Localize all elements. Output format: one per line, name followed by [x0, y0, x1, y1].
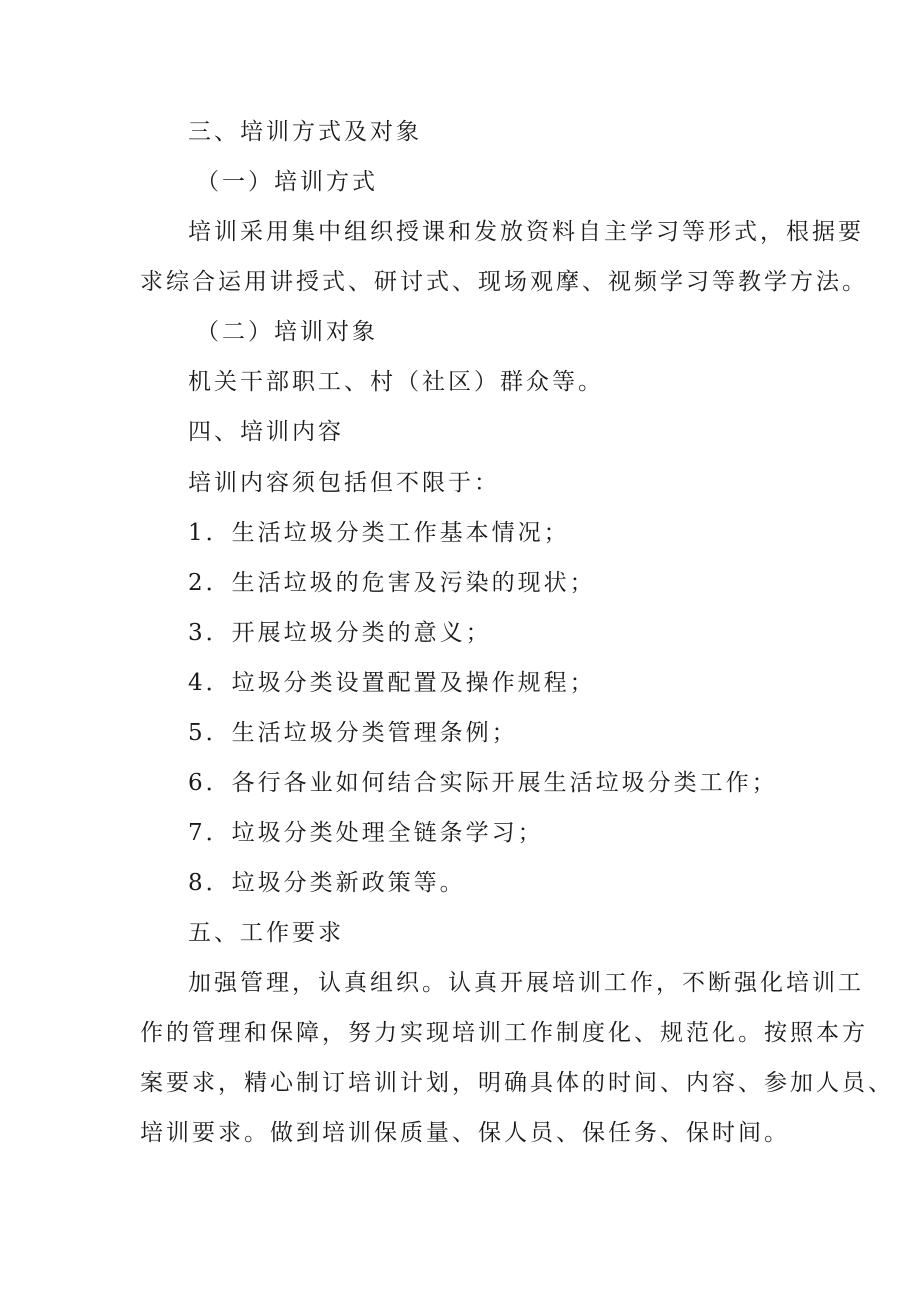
list-item: 5．生活垃圾分类管理条例；: [188, 720, 518, 746]
section-3-sub2-paragraph: 机关干部职工、村（社区）群众等。: [188, 369, 604, 395]
section-3-sub1-heading: （一）培训方式: [196, 169, 378, 195]
section-5-paragraph-line-3: 案要求，精心制订培训计划，明确具体的时间、内容、参加人员、: [140, 1070, 894, 1096]
list-item: 4．垃圾分类设置配置及操作规程；: [188, 670, 596, 696]
section-5-paragraph-line-1: 加强管理，认真组织。认真开展培训工作，不断强化培训工: [188, 970, 864, 996]
section-5-paragraph-line-2: 作的管理和保障，努力实现培训工作制度化、规范化。按照本方: [140, 1020, 868, 1046]
section-4-heading: 四、培训内容: [188, 419, 344, 445]
section-4-intro: 培训内容须包括但不限于：: [188, 470, 500, 496]
list-item: 2．生活垃圾的危害及污染的现状；: [188, 570, 596, 596]
list-item: 8．垃圾分类新政策等。: [188, 870, 466, 896]
list-item: 3．开展垃圾分类的意义；: [188, 620, 492, 646]
section-3-heading: 三、培训方式及对象: [188, 119, 422, 145]
list-item: 7．垃圾分类处理全链条学习；: [188, 820, 544, 846]
section-3-sub2-heading: （二）培训对象: [196, 319, 378, 345]
section-5-paragraph-line-4: 培训要求。做到培训保质量、保人员、保任务、保时间。: [140, 1120, 790, 1146]
section-3-sub1-paragraph-line-2: 求综合运用讲授式、研讨式、现场观摩、视频学习等教学方法。: [140, 269, 868, 295]
list-item: 6．各行各业如何结合实际开展生活垃圾分类工作；: [188, 770, 778, 796]
list-item: 1．生活垃圾分类工作基本情况；: [188, 520, 570, 546]
section-3-sub1-paragraph-line-1: 培训采用集中组织授课和发放资料自主学习等形式，根据要: [188, 219, 864, 245]
section-5-heading: 五、工作要求: [188, 920, 344, 946]
